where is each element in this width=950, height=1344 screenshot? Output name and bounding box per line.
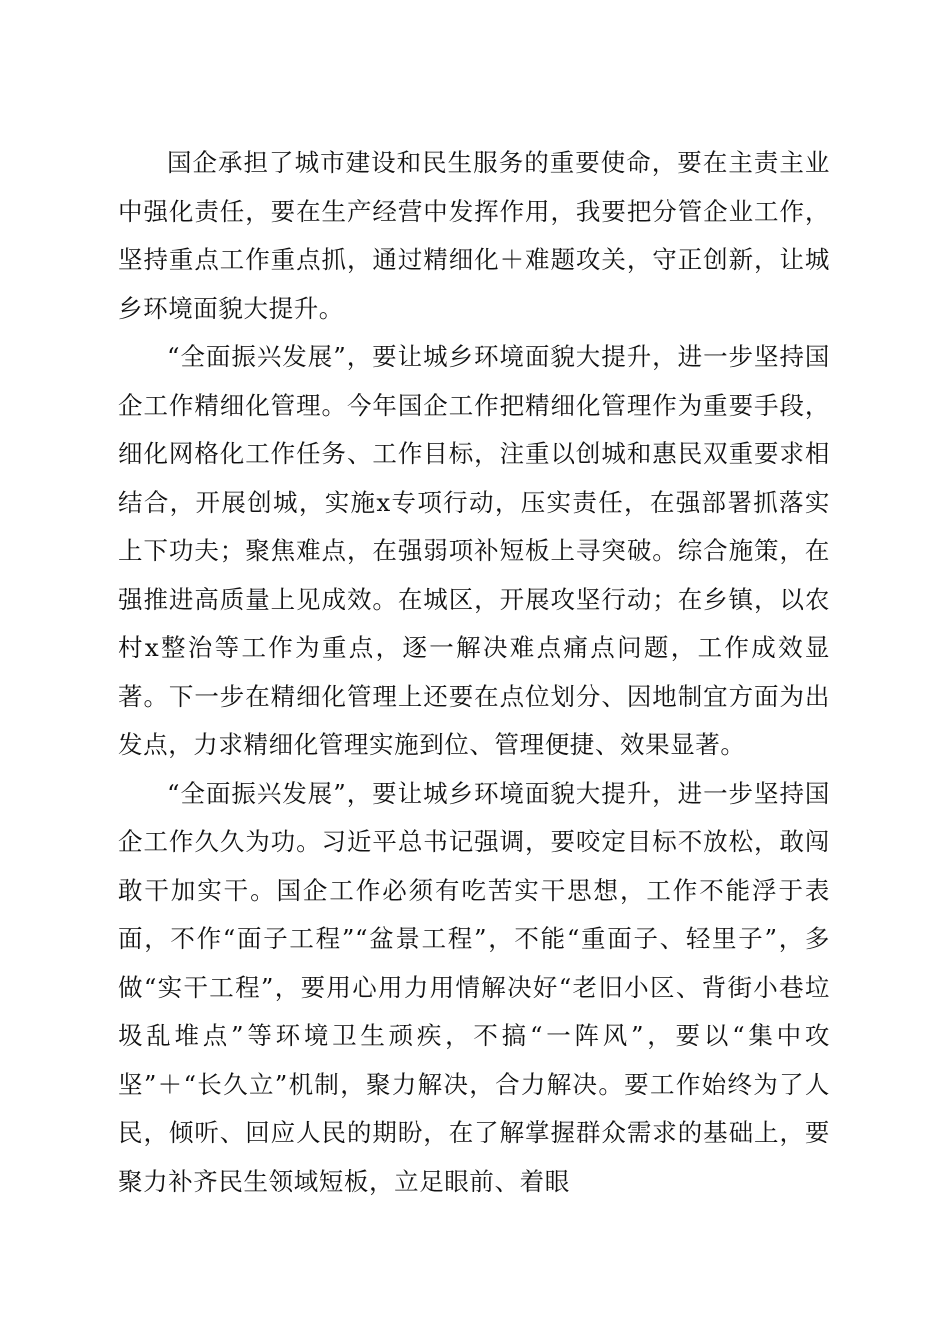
document-body — [118, 139, 830, 1206]
paragraph-1: 国企承担了城市建设和民生服务的重要使命，要在主责主业中强化责任，要在生产经营中发挥作用，我要把分管企业工作，坚持重点工作重点抓，通过精细化＋难题攻关，守正创新，让城乡环境面貌大提升。 — [118, 148, 830, 323]
paragraph-2: “全面振兴发展”，要让城乡环境面貌大提升，进一步坚持国企工作精细化管理。今年国企工作把精细化管理作为重要手段，细化网格化工作任务、工作目标，注重以创城和惠民双重要求相结合，开展创城，实施x专项行动，压实责任，在强部署抓落实上下功夫；聚焦难点，在强弱项补短板上寻突破。综合施策，在强推进高质量上见成效。在城区，开展攻坚行动；在乡镇，以农村x整治等工作为重点，逐一解决难点痛点问题，工作成效显著。下一步在精细化管理上还要在点位划分、因地制宜方面为出发点，力求精细化管理实施到位、管理便捷、效果显著。 — [118, 342, 830, 759]
paragraph-3: “全面振兴发展”，要让城乡环境面貌大提升，进一步坚持国企工作久久为功。习近平总书记强调，要咬定目标不放松，敢闯敢干加实干。国企工作必须有吃苦实干思想，工作不能浮于表面，不作“面子工程”“盆景工程”，不能“重面子、轻里子”，多做“实干工程”，要用心用力用情解决好“老旧小区、背街小巷垃圾乱堆点”等环境卫生顽疾，不搞“一阵风”，要以“集中攻坚”＋“长久立”机制，聚力解决，合力解决。要工作始终为了人民，倾听、回应人民的期盼，在了解掌握群众需求的基础上，要聚力补齐民生领域短板，立足眼前、着眼 — [118, 778, 830, 1196]
